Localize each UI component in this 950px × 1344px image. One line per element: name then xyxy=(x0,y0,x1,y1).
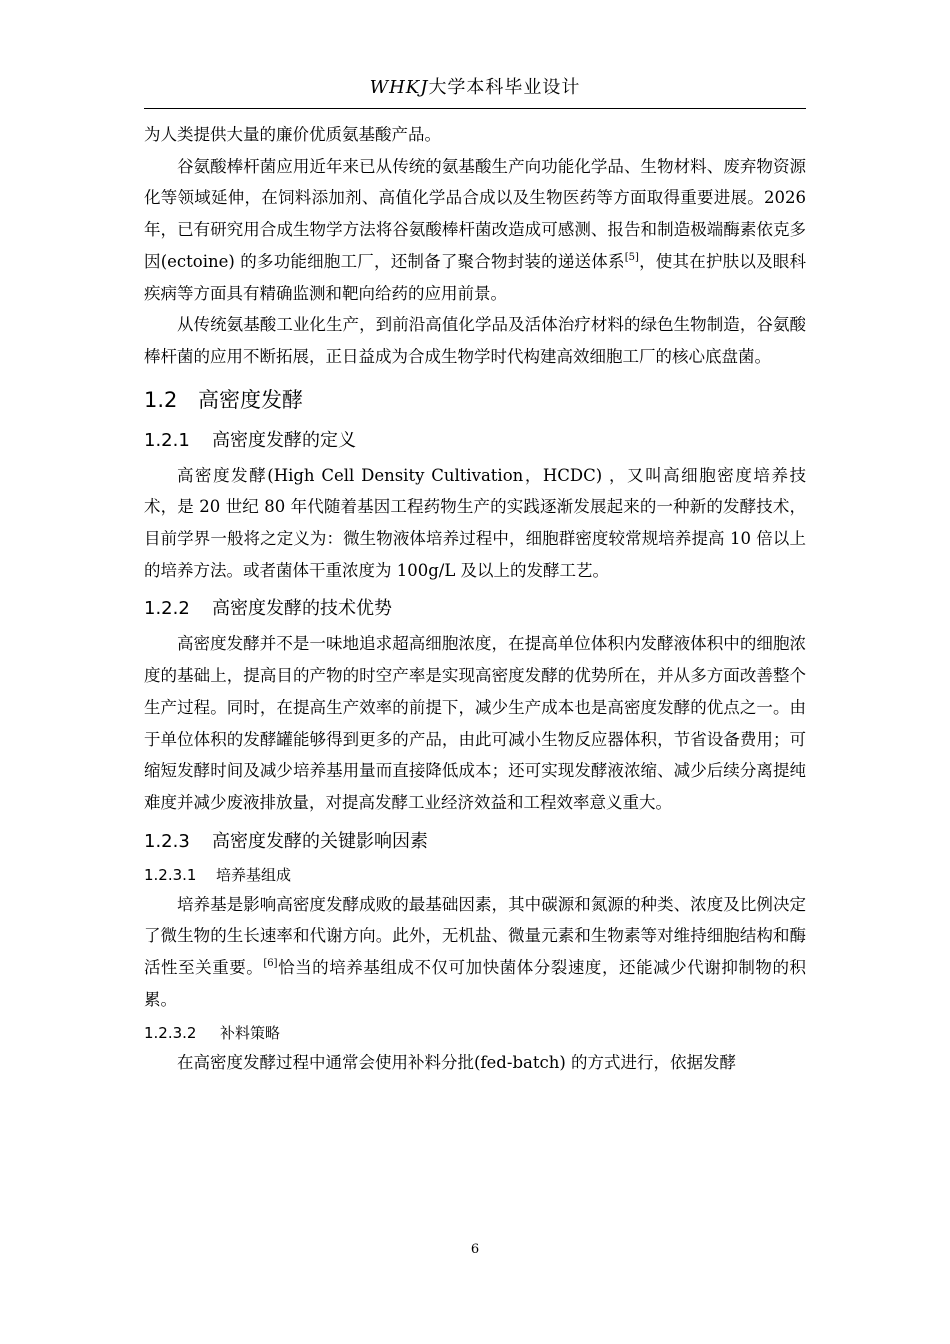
paragraph-hcdc-definition: 高密度发酵(High Cell Density Cultivation，HCDC) ，又叫高细胞密度培养技术，是 20 世纪 80 年代随着基因工程药物生产的实践逐渐发展起来的一种新的发酵技术，目前学界一般将之定义为：微生物液体培养过程中，细胞群密度较常规培养提高 10 倍以上的培养方法。或者菌体干重浓度为 100g/L 及以上的发酵工艺。 xyxy=(144,465,806,580)
paragraph-corynebacterium-applications xyxy=(144,151,806,310)
paragraph-text: ，使其在护肤以及眼科疾病等方面具有精确监测和靶向给药的应用前景。 xyxy=(144,251,807,303)
paragraph-text: 谷氨酸棒杆菌应用近年来已从传统的氨基酸生产向功能化学品、生物材料、废弃物资源化等领域延伸，在饲料添加剂、高值化学品合成以及生物医药等方面取得重要进展。2026 年，已有研究用合成生物学方法将谷氨酸棒杆菌改造成可感测、报告和制造极端酶素依克多因(ectoine) 的多功能细胞工厂，还制备了聚合物封装的递送体系 xyxy=(144,156,806,271)
running-header xyxy=(144,70,806,106)
section-title: 高密度发酵的技术优势 xyxy=(212,598,392,620)
paragraph-feeding-strategy: 在高密度发酵过程中通常会使用补料分批(fed-batch) 的方式进行，依据发酵 xyxy=(177,1053,737,1073)
section-title: 高密度发酵 xyxy=(198,387,303,412)
section-number: 1.2.3.1 xyxy=(144,865,197,884)
header-divider xyxy=(144,108,806,109)
section-heading-1-2-3-2 xyxy=(144,1019,806,1047)
section-number: 1.2.1 xyxy=(144,429,190,451)
section-number: 1.2 xyxy=(144,387,178,412)
paragraph-text: 培养基是影响高密度发酵成败的最基础因素，其中碳源和氮源的种类、浓度及比例决定了微生物的生长速率和代谢方向。此外，无机盐、微量元素和生物素等对维持细胞结构和酶活性至关重要。 xyxy=(144,894,806,978)
section-title: 高密度发酵的定义 xyxy=(212,429,356,451)
citation-ref-6: [6] xyxy=(263,958,278,970)
section-heading-1-2-3-1 xyxy=(144,861,806,889)
page-body xyxy=(144,119,806,1079)
paragraph-summary: 从传统氨基酸工业化生产，到前沿高值化学品及活体治疗材料的绿色生物制造，谷氨酸棒杆菌的应用不断拓展，正日益成为合成生物学时代构建高效细胞工厂的核心底盘菌。 xyxy=(144,315,806,366)
section-title: 高密度发酵的关键影响因素 xyxy=(212,830,428,852)
section-heading-1-2-1 xyxy=(144,426,806,456)
paragraph-hcdc-advantages: 高密度发酵并不是一味地追求超高细胞浓度，在提高单位体积内发酵液体积中的细胞浓度的基础上，提高目的产物的时空产率是实现高密度发酵的优势所在，并从多方面改善整个生产过程。同时，在提高生产效率的前提下，减少生产成本也是高密度发酵的优点之一。由于单位体积的发酵罐能够得到更多的产品，由此可减小生物反应器体积，节省设备费用；可缩短发酵时间及减少培养基用量而直接降低成本；还可实现发酵液浓缩、减少后续分离提纯难度并减少废液排放量，对提高发酵工业经济效益和工程效率意义重大。 xyxy=(144,634,806,812)
paragraph-medium-composition xyxy=(144,889,806,1016)
section-number: 1.2.3.2 xyxy=(144,1024,197,1043)
section-title: 培养基组成 xyxy=(216,865,292,884)
section-heading-1-2-2 xyxy=(144,594,806,624)
paragraph-continued: 为人类提供大量的廉价优质氨基酸产品。 xyxy=(144,125,441,144)
section-heading-1-2-3 xyxy=(144,827,806,857)
header-title: 大学本科毕业设计 xyxy=(428,77,581,98)
section-heading-1-2 xyxy=(144,384,806,416)
header-school-abbr: WHKJ xyxy=(369,77,429,98)
citation-ref-5: [5] xyxy=(624,251,639,263)
section-number: 1.2.3 xyxy=(144,830,190,852)
page-number: 6 xyxy=(470,1242,480,1257)
section-number: 1.2.2 xyxy=(144,598,190,620)
paragraph-text: 恰当的培养基组成不仅可加快菌体分裂速度，还能减少代谢抑制物的积累。 xyxy=(144,958,807,1009)
section-title: 补料策略 xyxy=(220,1024,281,1043)
